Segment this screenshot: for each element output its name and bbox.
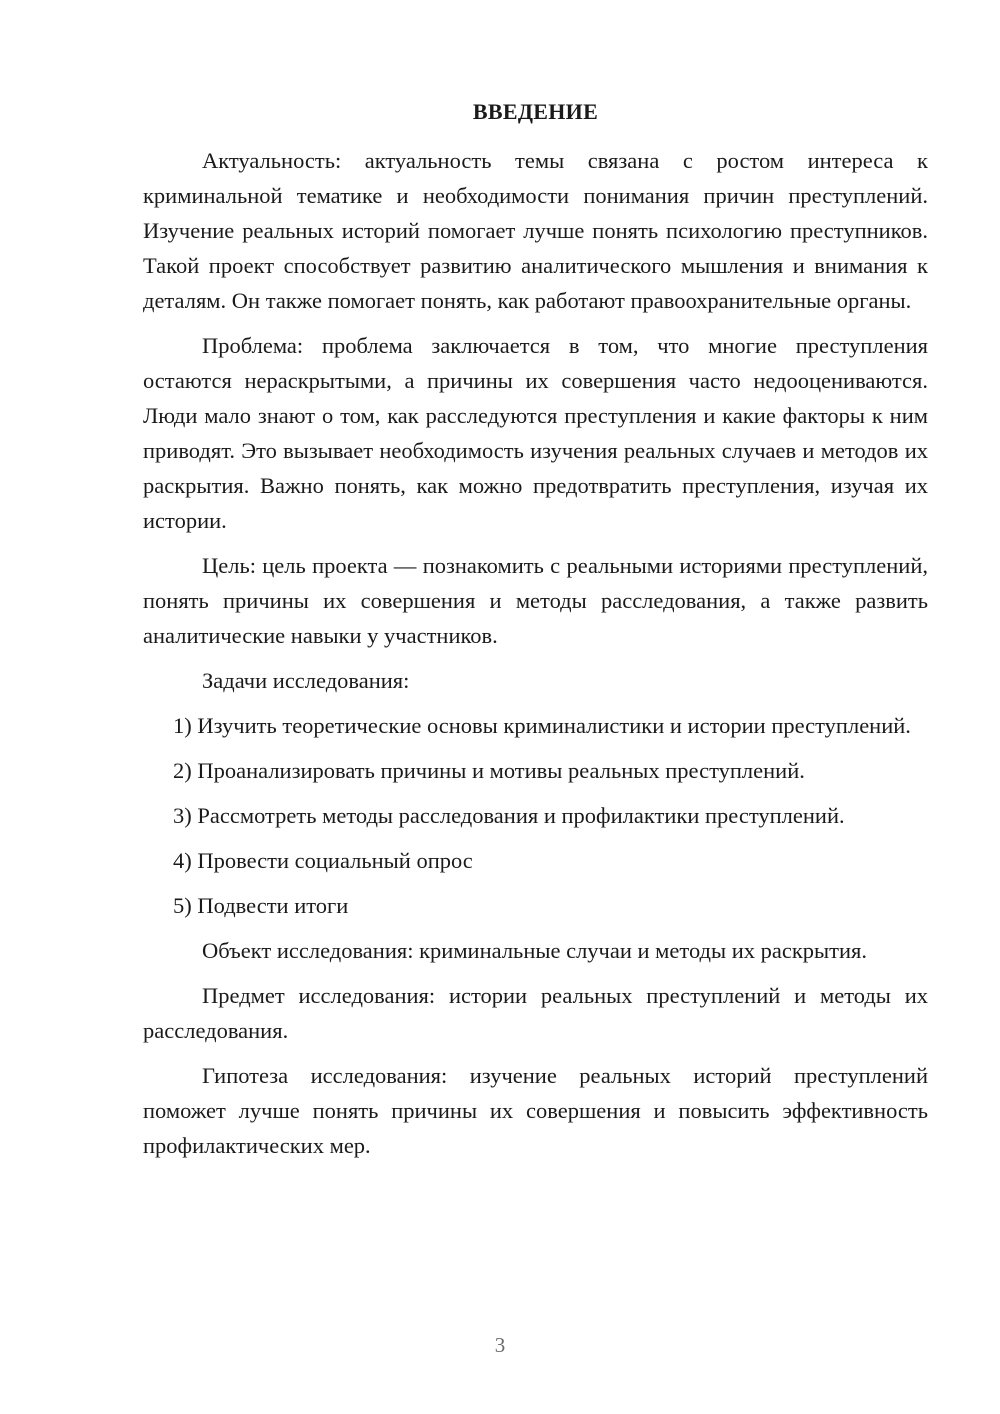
paragraph-object: Объект исследования: криминальные случаи и методы их раскрытия. xyxy=(202,938,868,963)
page-content xyxy=(143,94,928,1173)
page-title: ВВЕДЕНИЕ xyxy=(472,99,599,124)
page-number: 3 xyxy=(494,1333,506,1357)
paragraph-goal: Цель: цель проекта — познакомить с реальными историями преступлений, понять причины их совершения и методы расследования, а также развить аналитические навыки у участников. xyxy=(143,553,928,648)
paragraph-hypothesis: Гипотеза исследования: изучение реальных историй преступлений поможет лучше понять причины их совершения и повысить эффективность профилактических мер. xyxy=(143,1063,928,1158)
task-item-1: 1) Изучить теоретические основы криминалистики и истории преступлений. xyxy=(173,713,911,738)
task-item-5: 5) Подвести итоги xyxy=(173,893,349,918)
task-item-2: 2) Проанализировать причины и мотивы реальных преступлений. xyxy=(173,758,805,783)
paragraph-problem: Проблема: проблема заключается в том, что многие преступления остаются нераскрытыми, а причины их совершения часто недооцениваются. Люди мало знают о том, как расследуются преступления и какие факторы к ним приводят. Это вызывает необходимость изучения реальных случаев и методов их раскрытия. Важно понять, как можно предотвратить преступления, изучая их истории. xyxy=(143,333,928,533)
paragraph-relevance: Актуальность: актуальность темы связана с ростом интереса к криминальной тематике и необходимости понимания причин преступлений. Изучение реальных историй помогает лучше понять психологию преступников. Такой проект способствует развитию аналитического мышления и внимания к деталям. Он также помогает понять, как работают правоохранительные органы. xyxy=(143,148,928,313)
tasks-heading: Задачи исследования: xyxy=(202,668,410,693)
task-item-4: 4) Провести социальный опрос xyxy=(173,848,473,873)
task-item-3: 3) Рассмотреть методы расследования и профилактики преступлений. xyxy=(173,803,845,828)
paragraph-subject: Предмет исследования: истории реальных преступлений и методы их расследования. xyxy=(143,983,928,1043)
